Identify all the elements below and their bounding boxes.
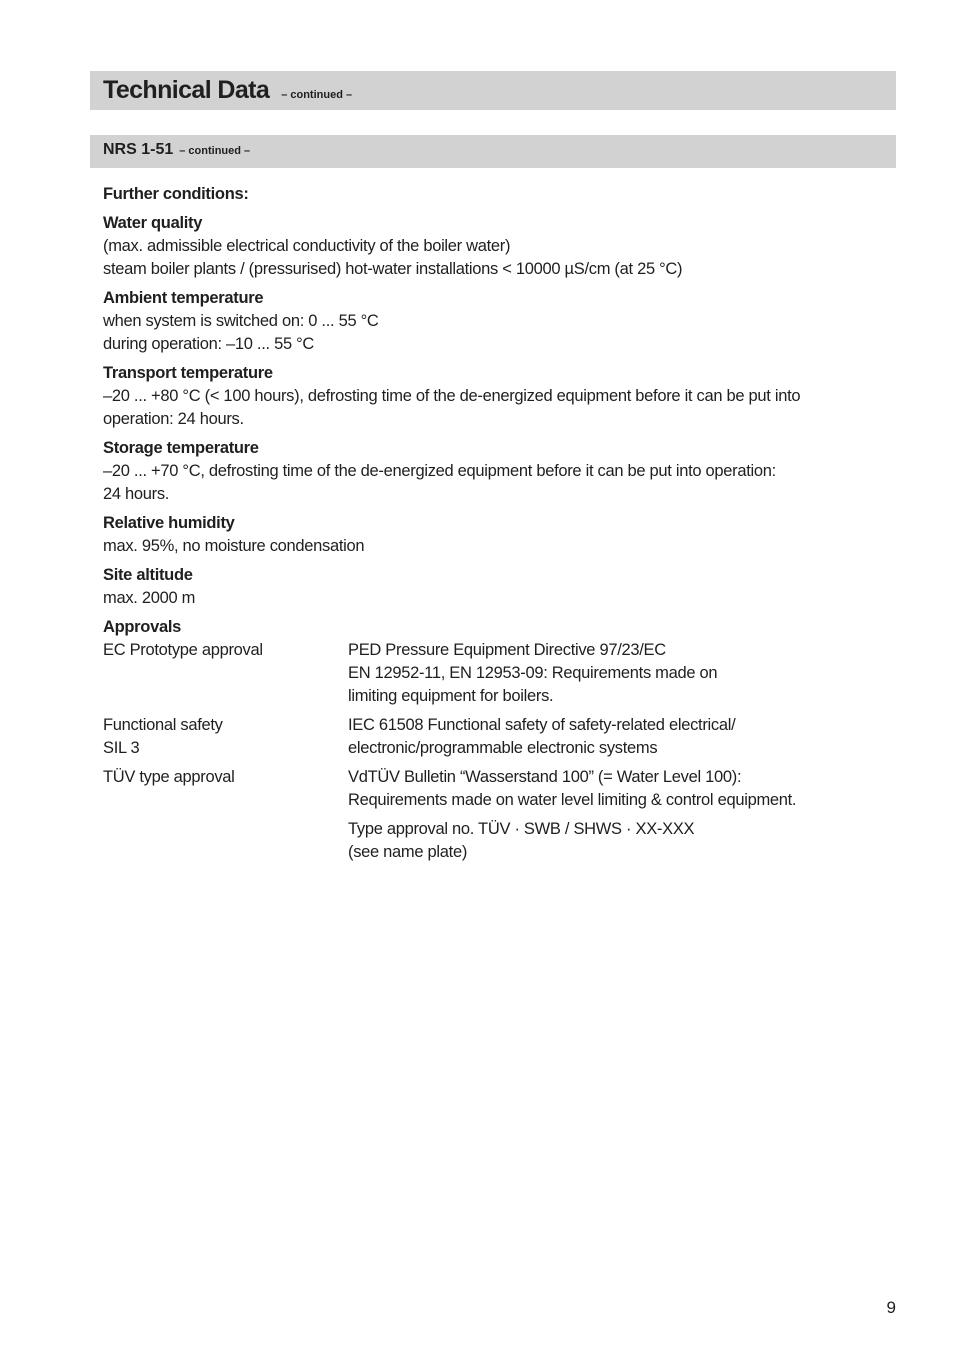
block-line: max. 2000 m: [103, 589, 196, 607]
section-title: [103, 141, 250, 159]
block-line: –20 ... +80 °C (< 100 hours), defrosting time of the de-energized equipment before it can be put into: [103, 387, 801, 405]
page-number: 9: [886, 1298, 896, 1317]
approval-description-line: limiting equipment for boilers.: [348, 687, 554, 705]
page-header-bar: [90, 71, 896, 110]
approval-description-line: EN 12952-11, EN 12953-09: Requirements made on: [348, 664, 718, 682]
block-line: steam boiler plants / (pressurised) hot-water installations < 10000 µS/cm (at 25 °C): [103, 260, 683, 278]
block-line: 24 hours.: [103, 485, 170, 503]
site-altitude-block: [103, 564, 893, 610]
section-title-continued: – continued –: [179, 145, 251, 157]
relative-humidity-block: [103, 512, 893, 558]
document-body: [103, 183, 893, 876]
storage-temperature-block: [103, 437, 893, 506]
approval-name: [103, 714, 348, 766]
block-heading: Water quality: [103, 214, 203, 232]
approval-description-line: electronic/programmable electronic systems: [348, 739, 658, 757]
further-conditions-heading: Further conditions:: [103, 185, 249, 203]
page-title-text: Technical Data: [103, 76, 270, 104]
page-title: [103, 76, 352, 105]
block-heading: Storage temperature: [103, 439, 259, 457]
approval-description-line: IEC 61508 Functional safety of safety-related electrical/: [348, 716, 736, 734]
transport-temperature-block: [103, 362, 893, 431]
approvals-heading: Approvals: [103, 618, 181, 636]
approval-description-line: VdTÜV Bulletin “Wasserstand 100” (= Water Level 100):: [348, 768, 742, 786]
approval-description-line: (see name plate): [348, 843, 468, 861]
approvals-block: [103, 616, 893, 870]
approval-description: [348, 766, 893, 818]
approval-description-line: PED Pressure Equipment Directive 97/23/EC: [348, 641, 666, 659]
block-line: operation: 24 hours.: [103, 410, 244, 428]
approvals-table: [103, 639, 893, 870]
approval-name-line: Functional safety: [103, 716, 223, 734]
approval-name-line: SIL 3: [103, 739, 140, 757]
section-header-bar: [90, 135, 896, 168]
water-quality-block: [103, 212, 893, 281]
block-heading: Transport temperature: [103, 364, 273, 382]
block-line: (max. admissible electrical conductivity of the boiler water): [103, 237, 511, 255]
approval-description: [348, 639, 893, 714]
approval-name-line: EC Prototype approval: [103, 641, 263, 659]
section-title-text: NRS 1-51: [103, 141, 174, 158]
approval-description-line: Requirements made on water level limiting & control equipment.: [348, 791, 797, 809]
block-heading: Ambient temperature: [103, 289, 264, 307]
approval-name-line: TÜV type approval: [103, 768, 235, 786]
block-line: when system is switched on: 0 ... 55 °C: [103, 312, 379, 330]
page-title-continued: – continued –: [281, 89, 353, 101]
approval-name-empty: [103, 818, 348, 870]
block-line: –20 ... +70 °C, defrosting time of the de-energized equipment before it can be put into operation:: [103, 462, 776, 480]
approval-name: [103, 766, 348, 818]
block-heading: Relative humidity: [103, 514, 235, 532]
block-line: max. 95%, no moisture condensation: [103, 537, 365, 555]
approval-description: [348, 818, 893, 870]
block-line: during operation: –10 ... 55 °C: [103, 335, 315, 353]
block-heading: Site altitude: [103, 566, 193, 584]
approval-description: [348, 714, 893, 766]
ambient-temperature-block: [103, 287, 893, 356]
approval-name: [103, 639, 348, 714]
approval-description-line: Type approval no. TÜV · SWB / SHWS · XX-XXX: [348, 820, 695, 838]
